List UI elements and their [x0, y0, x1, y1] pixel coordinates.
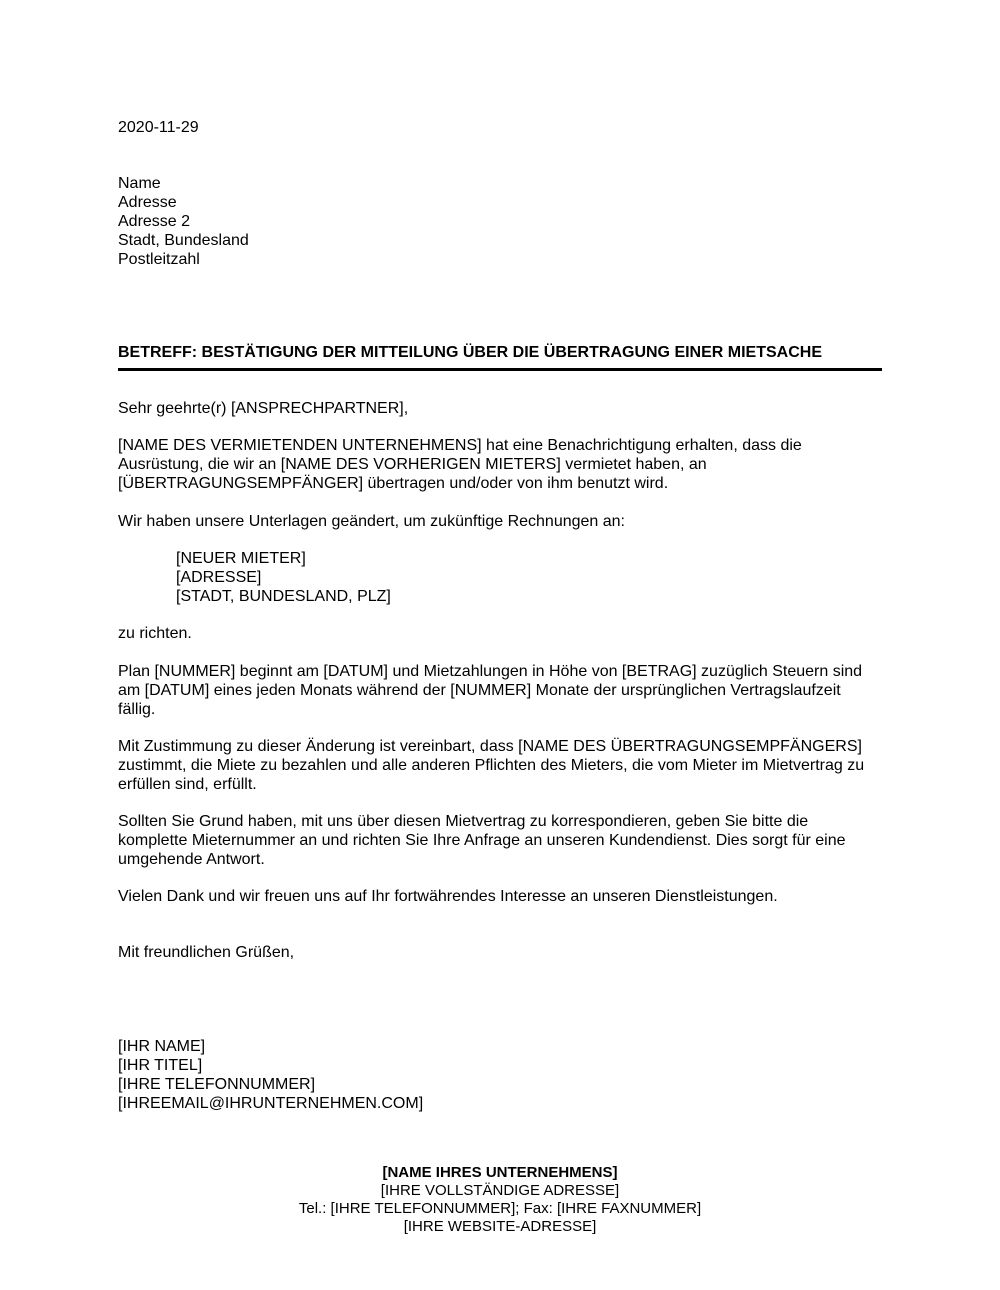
- footer-contact: Tel.: [IHRE TELEFONNUMMER]; Fax: [IHRE FAXNUMMER]: [298, 1200, 702, 1217]
- paragraph-line: Ausrüstung, die wir an [NAME DES VORHERIGEN MIETERS] vermietet haben, an: [118, 456, 707, 473]
- letterhead-footer: [0, 1164, 1000, 1236]
- salutation: Sehr geehrte(r) [ANSPRECHPARTNER],: [118, 400, 409, 417]
- paragraph-line: [NAME DES VERMIETENDEN UNTERNEHMENS] hat eine Benachrichtigung erhalten, dass die: [118, 437, 802, 454]
- closing: Mit freundlichen Grüßen,: [118, 944, 295, 961]
- paragraph-line: zustimmt, die Miete zu bezahlen und alle anderen Pflichten des Mieters, die vom Mieter im Mietvertrag zu: [118, 757, 865, 774]
- recipient-address-block: [118, 174, 882, 269]
- paragraph-line: Mit Zustimmung zu dieser Änderung ist vereinbart, dass [NAME DES ÜBERTRAGUNGSEMPFÄNGERS]: [118, 738, 862, 755]
- footer-website: [IHRE WEBSITE-ADRESSE]: [403, 1218, 597, 1235]
- recipient-address-line-1: Adresse: [118, 194, 177, 211]
- letter-date: 2020-11-29: [118, 119, 199, 136]
- sender-phone: [IHRE TELEFONNUMMER]: [118, 1076, 316, 1093]
- footer-company-name: [NAME IHRES UNTERNEHMENS]: [382, 1164, 618, 1181]
- paragraph-notification: [118, 436, 882, 493]
- paragraph-records-changed: Wir haben unsere Unterlagen geändert, um zukünftige Rechnungen an:: [118, 513, 625, 530]
- new-tenant-city-state-zip: [STADT, BUNDESLAND, PLZ]: [176, 588, 391, 605]
- new-tenant-name: [NEUER MIETER]: [176, 550, 306, 567]
- paragraph-payment-plan: [118, 662, 882, 719]
- paragraph-line: komplette Mieternummer an und richten Sie Ihre Anfrage an unseren Kundendienst. Dies sorgt für eine: [118, 832, 846, 849]
- recipient-name: Name: [118, 175, 161, 192]
- sender-name: [IHR NAME]: [118, 1038, 206, 1055]
- recipient-postal-code: Postleitzahl: [118, 251, 200, 268]
- footer-address: [IHRE VOLLSTÄNDIGE ADRESSE]: [380, 1182, 620, 1199]
- recipient-city-state: Stadt, Bundesland: [118, 232, 249, 249]
- recipient-address-line-2: Adresse 2: [118, 213, 191, 230]
- subject-divider: [118, 368, 882, 371]
- sender-title: [IHR TITEL]: [118, 1057, 203, 1074]
- subject-line: BETREFF: BESTÄTIGUNG DER MITTEILUNG ÜBER DIE ÜBERTRAGUNG EINER MIETSACHE: [118, 344, 823, 361]
- sender-email: [IHREEMAIL@IHRUNTERNEHMEN.COM]: [118, 1095, 424, 1112]
- signature-block: [118, 1037, 882, 1113]
- paragraph-line: fällig.: [118, 701, 156, 718]
- paragraph-correspondence: [118, 812, 882, 869]
- paragraph-line: Sollten Sie Grund haben, mit uns über diesen Mietvertrag zu korrespondieren, geben Sie bitte die: [118, 813, 809, 830]
- paragraph-line: Plan [NUMMER] beginnt am [DATUM] und Mietzahlungen in Höhe von [BETRAG] zuzüglich Steuern sind: [118, 663, 863, 680]
- new-tenant-address-block: [176, 549, 776, 606]
- paragraph-line: erfüllen sind, erfüllt.: [118, 776, 257, 793]
- paragraph-line: am [DATUM] eines jeden Monats während der [NUMMER] Monate der ursprünglichen Vertragslaufzeit: [118, 682, 841, 699]
- paragraph-line: [ÜBERTRAGUNGSEMPFÄNGER] übertragen und/oder von ihm benutzt wird.: [118, 475, 669, 492]
- paragraph-direct-to: zu richten.: [118, 625, 192, 642]
- paragraph-agreement: [118, 737, 882, 794]
- new-tenant-address: [ADRESSE]: [176, 569, 262, 586]
- paragraph-line: umgehende Antwort.: [118, 851, 265, 868]
- paragraph-thanks: Vielen Dank und wir freuen uns auf Ihr fortwährendes Interesse an unseren Dienstleistungen.: [118, 888, 778, 905]
